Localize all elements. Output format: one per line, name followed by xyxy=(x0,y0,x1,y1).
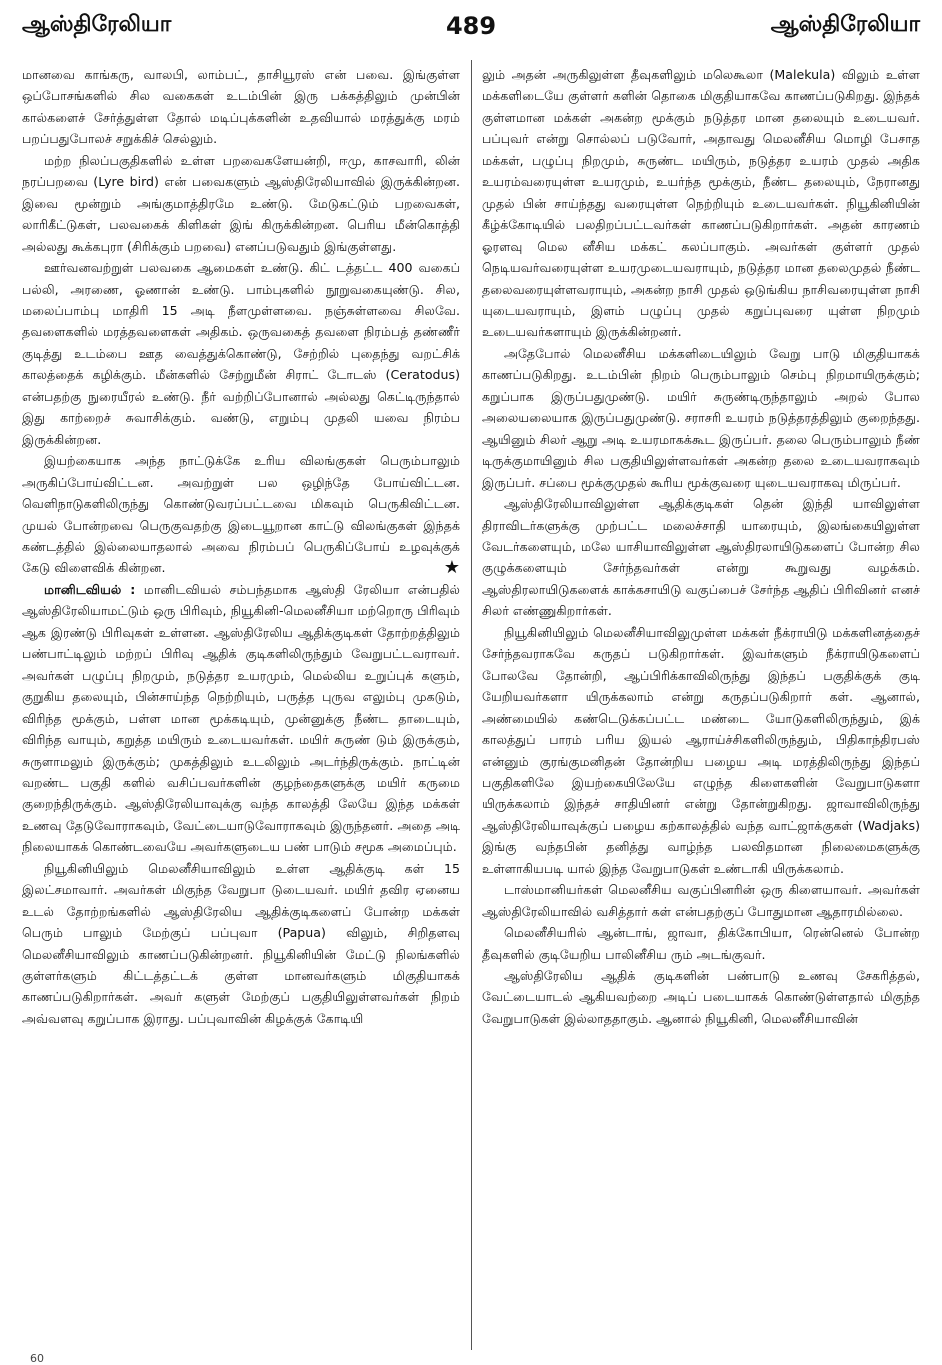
column-divider xyxy=(471,60,472,1350)
paragraph: டாஸ்மானியர்கள் மெலனீசிய வகுப்பினரின் ஒரு கிளையாவர். அவர்கள் ஆஸ்திரேலியாவில் வசித்தார் கள் என்பதற்குப் போதுமான ஆதாரமில்லை. xyxy=(482,882,920,919)
section-paragraph xyxy=(22,579,460,858)
paragraph: நியூகினியிலும் மெலனீசியாவிலும் உள்ள ஆதிக்குடி கள் 15 இலட்சமாவார். அவர்கள் மிகுந்த வேறுபா டுடையவர். மயிர் தவிர ஏனைய உடல் தோற்றங்களில் ஆஸ்திரேலிய ஆதிக்குடிகளைப் போன்ற மக்கள் பெரும் பாலும் மேற்குப் பப்புவா (Papua) விலும், சிறிதளவு மெலனீசியாவிலும் காணப்படுகின்றனர். நியூகினியின் மேட்டு நிலங்களில் குள்ளர்களும் கிட்டத்தட்டக் குள்ள மானவர்களும் மிகுதியாகக் காணப்படுகிறார்கள். அவர் களுள் மேற்குப் பகுதியிலுள்ளவர்கள் நிறம் அவ்வளவு கறுப்பாக இராது. பப்புவாவின் கிழக்குக் கோடியி xyxy=(22,860,460,1026)
footer-page-fragment: 60 xyxy=(30,1352,44,1365)
paragraph: ஊர்வனவற்றுள் பலவகை ஆமைகள் உண்டு. கிட் டத்தட்ட 400 வகைப் பல்லி, அரணை, ஓணான் உண்டு. பாம்புகளில் நூறுவகையுண்டு. சில, மலைப்பாம்பு மாதிரி 15 அடி நீளமுள்ளவை. நஞ்சுள்ளவை சிலவே. தவளைகளில் மரத்தவளைகள் அதிகம். ஒருவகைத் தவளை நிரம்பத் தண்ணீர் குடித்து உடம்பை ஊத வைத்துக்கொண்டு, சேற்றில் புதைந்து வறட்சிக் காலத்தைக் கழிக்கும். மீன்களில் சேற்றுமீன் சிராட் டோடஸ் (Ceratodus) என்பதற்கு நுரையீரல் உண்டு. நீர் வற்றிப்போனால் அல்லது கெட்டிருந்தால் இது காற்றைச் சுவாசிக்கும். வண்டு, எறும்பு முதலி யவை நிரம்ப இருக்கின்றன. xyxy=(22,260,460,447)
page-header xyxy=(22,12,920,52)
paragraph-text: மானிடவியல் சம்பந்தமாக ஆஸ்தி ரேலியா என்பதில் ஆஸ்திரேலியாமட்டும் ஒரு பிரிவும், நியூகினி-மெலனீசியா மற்றொரு பிரிவும் ஆக இரண்டு பிரிவுகள் உள்ளன. ஆஸ்திரேலிய ஆதிக்குடிகள் தோற்றத்திலும் பண்பாட்டிலும் மற்றப் பிரிவு ஆதிக் குடிகளிலிருந்தும் வேறுபட்டவராவர். அவர்கள் பழுப்பு நிறமும், நடுத்தர உயரமும், மெல்லிய உறுப்புக் களும், குறுகிய தலையும், பின்சாய்ந்த நெற்றியும், பருத்த புருவ எலும்பு முகடும், விரிந்த மூக்கும், பள்ள மான மூக்கடியும், முன்னுக்கு நீண்ட தாடையும், விரிந்த வாயும், கறுத்த மயிரும் உடையவர்கள். மயிர் சுருண் டும் இருக்கும், சுருளாமலும் இருக்கும்; முகத்திலும் உடலிலும் அடர்ந்திருக்கும். நாட்டின் வறண்ட பகுதி களில் வசிப்பவர்களின் குழந்தைகளுக்கு மயிர் கருமை குறைந்திருக்கும். ஆஸ்திரேலியாவுக்கு வந்த காலத்தி லேயே இந்த மக்கள் உணவு தேடுவோராகவும், வேட்டையாடுவோராகவும் இருந்தனர். அதை அடி நிலையாகக் கொண்டவையே அவர்களுடைய பண் பாடும் சமூக அமைப்பும். xyxy=(22,581,460,855)
paragraph: ஆஸ்திரேலியாவிலுள்ள ஆதிக்குடிகள் தென் இந்தி யாவிலுள்ள திராவிடர்களுக்கு முற்பட்ட மலைச்சாதி யாரையும், இலங்கையிலுள்ள வேடர்களையும், மலே யாசியாவிலுள்ள ஆஸ்திரலாயிடுகளைப் போன்ற சில குழுக்களையும் சேர்ந்தவர்கள் என்று கூறுவது வழக்கம். ஆஸ்திரலாயிடுகளைக் காக்கசாயிடு வகுப்பைச் சேர்ந்த ஆதிப் பிரிவினர் எனச் சிலர் எண்ணுகிறார்கள். xyxy=(482,496,920,619)
running-title-left: ஆஸ்திரேலியா xyxy=(22,12,172,37)
section-end-star-icon: ★ xyxy=(443,557,460,579)
paragraph: மற்ற நிலப்பகுதிகளில் உள்ள பறவைகளேயன்றி, ஈமு, காசவாரி, லின் நரப்பறவை (Lyre bird) என் பவைகளும் ஆஸ்திரேலியாவில் இருக்கின்றன. இவை மூன்றும் அங்குமாத்திரமே உண்டு. மேடுகட்டும் பறவைகள், லாரிகீட்டுகள், பலவகைக் கிளிகள் இங் கிருக்கின்றன. பெரிய மீன்கொத்தி அல்லது கூக்கபுரா (சிரிக்கும் பறவை) எனப்படுவதும் இங்குள்ளது. xyxy=(22,152,460,254)
right-column xyxy=(482,64,920,1354)
paragraph: நியூகினியிலும் மெலனீசியாவிலுமுள்ள மக்கள் நீக்ராயிடு மக்களினத்தைச் சேர்ந்தவராகவே கருதப் படுகிறார்கள். இவர்களும் நீக்ராயிடுகளைப் போலவே தோன்றி, ஆப்பிரிக்காவிலிருந்து இந்தப் பகுதிக்குக் குடி யேறியவர்களா யிருக்கலாம் என்று கருதப்படுகிறார் கள். ஆனால், அண்மையில் கண்டெடுக்கப்பட்ட மண்டை யோடுகளிலிருந்தும், இக் காலத்துப் பாரம் பரிய இயல் ஆராய்ச்சிகளிலிருந்தும், பிதிகாந்திரபஸ் என்னும் குரங்குமனிதன் தோன்றிய பழைய அடி மரத்திலிருந்து இந்தப் பகுதிகளிலே இயற்கையிலேயே எழுந்த கிளைகளின் வேறுபாடுகளா யிருக்கலாம் இந்தச் சாதியினர் என்று தோன்றுகிறது. ஜாவாவிலிருந்து ஆஸ்திரேலியாவுக்குப் பழைய கற்காலத்தில் வந்த வாட்ஜாக்குகள் (Wadjaks) இங்கு வந்தபின் தனித்து வாழ்ந்த பலவிதமான நிலைமைகளுக்கு உள்ளாகியபடி யால் இந்த வேறுபாடுகள் உண்டாகி யிருக்கலாம். xyxy=(482,624,920,876)
paragraph: லும் அதன் அருகிலுள்ள தீவுகளிலும் மலெகூலா (Malekula) விலும் உள்ள மக்களிடையே குள்ளர் களின் தொகை மிகுதியாகவே காணப்படுகிறது. இந்தக் குள்ளமான மக்கள் அகன்ற மூக்கும் நடுத்தர மான தலையும் உடையவர். பப்புவர் என்று சொல்லப் படுவோர், அதாவது மெலனீசிய மொழி பேசாத மக்கள், பழுப்பு நிறமும், சுருண்ட மயிரும், நடுத்தர உயரம் முதல் அதிக உயரம்வரையுள்ள உயரமும், உயர்ந்த மூக்கும், நீண்ட தலையும், நேரானது முதல் பின் சாய்ந்தது வரையுள்ள நெற்றியும் உடையவர்கள். நியூகினியின் கீழ்க்கோடியில் பலதிறப்பட்டவர்கள் காணப்படுகிறார்கள். அதன் காரணம் ஓரளவு மெல னீசிய மக்கட் கலப்பாகும். அவர்கள் குள்ளர் முதல் நெடியவர்வரையுள்ள உயரமுடையவராயும், நடுத்தர மான தலைமுதல் நீண்ட தலைவரையுள்ளவராயும், அகன்ற நாசி முதல் ஒடுங்கிய நாசிவரையுள்ள நாசி யுடையவராயும், இளம் பழுப்பு முதல் கறுப்புவரை யுள்ள நிறமும் உடையவர்களாயும் இருக்கின்றனர். xyxy=(482,67,920,340)
section-heading: மானிடவியல் : xyxy=(44,581,136,597)
paragraph: ஆஸ்திரேலிய ஆதிக் குடிகளின் பண்பாடு உணவு சேகரித்தல், வேட்டையாடல் ஆகியவற்றை அடிப் படையாகக் கொண்டுள்ளதால் மிகுந்த வேறுபாடுகள் இல்லாததாகும். ஆனால் நியூகினி, மெலனீசியாவின் xyxy=(482,968,920,1026)
paragraph: மானவை காங்கரு, வாலபி, லாம்பட், தாசியூரஸ் என் பவை. இங்குள்ள ஒப்போசங்களில் சில வகைகள் உடம்பின் இரு பக்கத்திலும் முன்பின் கால்களைச் சேர்த்துள்ள தோல் மடிப்புக்களின் உதவியால் மரத்துக்கு மரம் பறப்பதுபோலச் சறுக்கிச் செல்லும். xyxy=(22,67,460,147)
paragraph-with-end-mark xyxy=(22,450,460,579)
page-number: 489 xyxy=(445,12,497,40)
paragraph: அதேபோல் மெலனீசிய மக்களிடையிலும் வேறு பாடு மிகுதியாகக் காணப்படுகிறது. உடம்பின் நிறம் பெரும்பாலும் செம்பு நிறமாயிருக்கும்; கறுப்பாக இருப்பதுமுண்டு. மயிர் சுருண்டிருந்தாலும் அறல் போல அலையலையாக இருப்பதுமுண்டு. சராசரி உயரம் நடுத்தரத்திலும் குறைந்தது. ஆயினும் சிலர் ஆறு அடி உயரமாகக்கூட இருப்பர். தலை பெரும்பாலும் நீண் டிருக்குமாயினும் சில பகுதியிலுள்ளவர்கள் அகன்ற தலை உடையவராகவும் இருப்பர். சப்பை மூக்குமுதல் கூரிய மூக்குவரை யுடையவராகவு மிருப்பர். xyxy=(482,345,920,490)
paragraph-text: இயற்கையாக அந்த நாட்டுக்கே உரிய விலங்குகள் பெரும்பாலும் அருகிப்போய்விட்டன. அவற்றுள் பல ஒழிந்தே போய்விட்டன. வெளிநாடுகளிலிருந்து கொண்டுவரப்பட்டவை மிகவும் பெருகிவிட்டன. முயல் போன்றவை பெருகுவதற்கு இடையூறான காட்டு விலங்குகள் இந்தக் கண்டத்தில் இல்லையாதலால் அவை நிரம்பப் பெருகிப்போய் உழவுக்குக் கேடு விளைவிக் கின்றன. xyxy=(22,453,460,576)
paragraph: மெலனீசியரில் ஆன்டாங், ஜாவா, திக்கோபியா, ரென்னெல் போன்ற தீவுகளில் குடியேறிய பாலினீசிய ரும் அடங்குவர். xyxy=(482,925,920,962)
left-column xyxy=(22,64,460,1354)
running-title-right: ஆஸ்திரேலியா xyxy=(770,12,920,37)
